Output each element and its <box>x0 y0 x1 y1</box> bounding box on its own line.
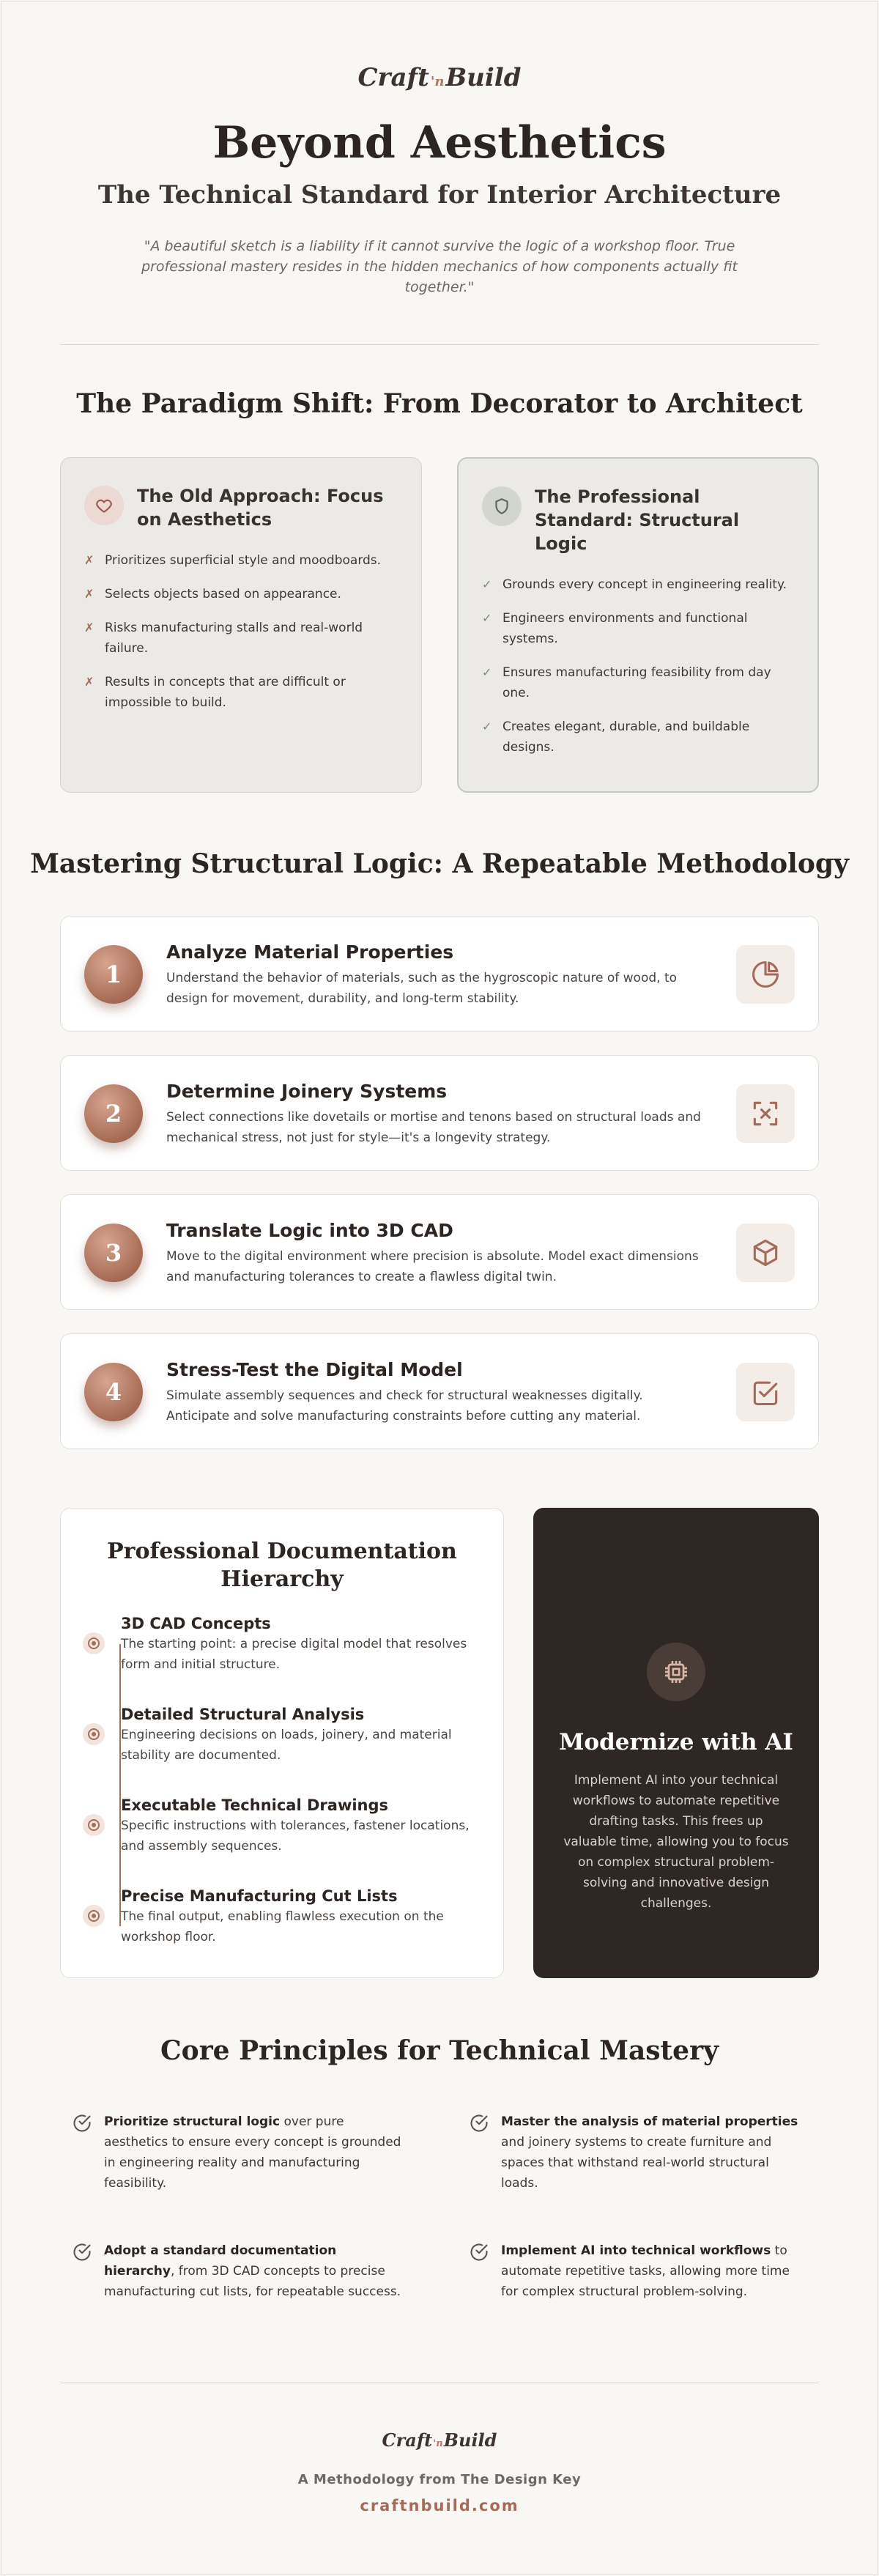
step-number: 1 <box>84 945 143 1004</box>
x-mark-icon: ✗ <box>84 553 94 567</box>
professional-standard-card <box>457 457 819 793</box>
old-approach-title: The Old Approach: Focus on Aesthetics <box>137 486 384 530</box>
step-description: Simulate assembly sequences and check for structural weaknesses digitally. Anticipate and solve manufacturing constraints before cutting any material. <box>166 1388 643 1424</box>
step-number: 4 <box>84 1363 143 1421</box>
timeline-dot-icon <box>83 1723 105 1745</box>
step-title: Determine Joinery Systems <box>166 1081 448 1102</box>
list-item-text: Risks manufacturing stalls and real-world failure. <box>105 621 363 656</box>
cube-icon <box>736 1224 795 1282</box>
methodology-step <box>60 916 819 1032</box>
joint-icon <box>736 1084 795 1143</box>
documentation-step-description: Engineering decisions on loads, joinery, and material stability are documented. <box>121 1728 452 1763</box>
list-item <box>482 574 794 595</box>
documentation-step-description: The starting point: a precise digital model that resolves form and initial structure. <box>121 1637 467 1672</box>
heart-icon <box>84 486 124 525</box>
shield-icon <box>482 486 522 526</box>
documentation-step-title: Executable Technical Drawings <box>121 1796 389 1814</box>
principle-item <box>72 2240 409 2302</box>
documentation-hierarchy-card <box>60 1508 504 1978</box>
step-description: Move to the digital environment where precision is absolute. Model exact dimensions and manufacturing tolerances to create a flawless digital twin. <box>166 1249 699 1284</box>
principle-item <box>469 2240 806 2302</box>
x-mark-icon: ✗ <box>84 621 94 634</box>
check-circle-icon <box>72 2242 92 2262</box>
principle-text: Implement AI into technical workflows to automate repetitive tasks, allowing more time for complex structural problem-solving. <box>501 2243 790 2299</box>
check-mark-icon: ✓ <box>482 665 492 679</box>
list-item <box>482 662 794 703</box>
brand-logo[interactable]: Craft 'nBuild <box>357 63 522 92</box>
ai-card <box>533 1508 819 1978</box>
principle-text: Prioritize structural logic over pure aesthetics to ensure every concept is grounded in engineering reality and manufacturing feasibility. <box>104 2114 401 2191</box>
list-item-text: Ensures manufacturing feasibility from day one. <box>502 665 771 700</box>
check-circle-icon <box>469 2242 489 2262</box>
list-item <box>84 672 398 713</box>
timeline-line <box>119 1644 121 1926</box>
cpu-chip-icon <box>647 1643 705 1701</box>
page-title: Beyond Aesthetics <box>212 117 667 169</box>
ai-description: Implement AI into your technical workflows to automate repetitive drafting tasks. This frees up valuable time, allowing you to focus on complex structural problem-solving and innovative design challenges. <box>563 1773 789 1911</box>
step-title: Translate Logic into 3D CAD <box>166 1220 453 1241</box>
ai-title: Modernize with AI <box>559 1729 793 1755</box>
check-square-icon <box>736 1363 795 1421</box>
footer-logo[interactable]: Craft'nBuild <box>382 2429 497 2451</box>
hero-quote: "A beautiful sketch is a liability if it cannot survive the logic of a workshop floor. True professional mastery resides in the hidden mechanics of how components actually fit together." <box>141 238 738 295</box>
methodology-step <box>60 1333 819 1449</box>
old-approach-list <box>84 550 398 713</box>
documentation-step-title: Precise Manufacturing Cut Lists <box>121 1887 398 1905</box>
list-item-text: Results in concepts that are difficult or impossible to build. <box>105 675 346 710</box>
principles-title: Core Principles for Technical Mastery <box>160 2035 719 2066</box>
check-mark-icon: ✓ <box>482 611 492 625</box>
professional-standard-list <box>482 574 794 758</box>
check-mark-icon: ✓ <box>482 577 492 591</box>
list-item <box>482 608 794 649</box>
list-item <box>84 618 398 659</box>
list-item-text: Prioritizes superficial style and moodboards. <box>105 553 382 568</box>
divider <box>60 344 819 345</box>
list-item <box>84 550 398 571</box>
step-number: 3 <box>84 1224 143 1282</box>
documentation-step-description: Specific instructions with tolerances, fastener locations, and assembly sequences. <box>121 1818 470 1854</box>
documentation-step-title: 3D CAD Concepts <box>121 1615 271 1632</box>
paradigm-title: The Paradigm Shift: From Decorator to Architect <box>76 388 803 419</box>
methodology-title: Mastering Structural Logic: A Repeatable Methodology <box>30 848 849 879</box>
list-item-text: Grounds every concept in engineering reality. <box>502 577 787 592</box>
old-approach-card <box>60 457 422 793</box>
documentation-step-description: The final output, enabling flawless execution on the workshop floor. <box>121 1909 444 1944</box>
check-mark-icon: ✓ <box>482 719 492 733</box>
step-number: 2 <box>84 1084 143 1143</box>
list-item <box>482 717 794 758</box>
list-item <box>84 584 398 604</box>
check-circle-icon <box>72 2113 92 2133</box>
step-description: Understand the behavior of materials, such as the hygroscopic nature of wood, to design for movement, durability, and long-term stability. <box>166 971 678 1006</box>
principle-text: Adopt a standard documentation hierarchy, from 3D CAD concepts to precise manufacturing cut lists, for repeatable success. <box>104 2243 401 2299</box>
timeline-dot-icon <box>83 1905 105 1927</box>
timeline-dot-icon <box>83 1632 105 1654</box>
professional-standard-title: The Professional Standard: Structural Logic <box>535 486 740 554</box>
page-subtitle: The Technical Standard for Interior Architecture <box>97 180 782 210</box>
step-description: Select connections like dovetails or mortise and tenons based on structural loads and mechanical stress, not just for style—it's a longevity strategy. <box>166 1110 701 1145</box>
principle-item <box>72 2111 409 2194</box>
methodology-step <box>60 1194 819 1310</box>
documentation-title: Professional Documentation Hierarchy <box>107 1539 457 1592</box>
footer-tagline: A Methodology from The Design Key <box>297 2472 582 2487</box>
list-item-text: Creates elegant, durable, and buildable designs. <box>502 719 750 755</box>
list-item-text: Engineers environments and functional systems. <box>502 611 748 646</box>
pie-chart-icon <box>736 945 795 1004</box>
methodology-step <box>60 1055 819 1171</box>
principle-item <box>469 2111 806 2194</box>
footer-url-link[interactable]: craftnbuild.com <box>360 2497 519 2514</box>
check-circle-icon <box>469 2113 489 2133</box>
x-mark-icon: ✗ <box>84 587 94 601</box>
step-title: Analyze Material Properties <box>166 941 454 963</box>
documentation-step-title: Detailed Structural Analysis <box>121 1706 365 1723</box>
principle-text: Master the analysis of material properties and joinery systems to create furniture and spaces that withstand real-world structural loads. <box>501 2114 798 2191</box>
step-title: Stress-Test the Digital Model <box>166 1359 463 1380</box>
x-mark-icon: ✗ <box>84 675 94 689</box>
timeline-dot-icon <box>83 1814 105 1836</box>
list-item-text: Selects objects based on appearance. <box>105 587 341 602</box>
